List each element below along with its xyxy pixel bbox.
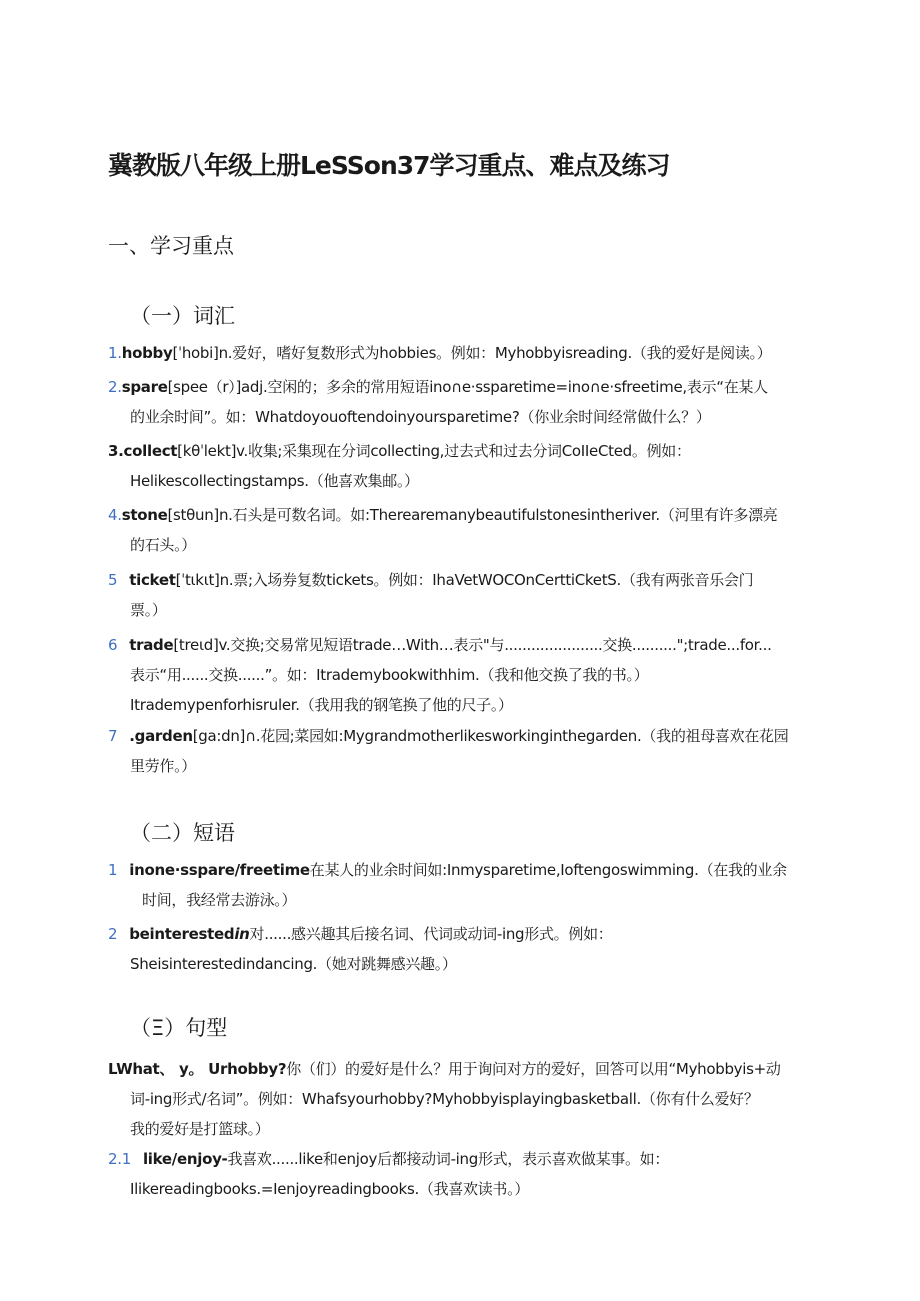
entry-text-cont: 时间，我经常去游泳。） [142,891,297,909]
entry-text-cont: 的石头。） [130,536,197,554]
entry-number: L [108,1060,117,1078]
entry-text-cont: 里劳作。） [130,757,197,775]
entry-word-italic: in [234,925,250,943]
entry-number: 2. [108,378,122,396]
entry-text: 我喜欢......like和enjoy后都接动词-ing形式，表示喜欢做某事。如： [227,1150,670,1168]
entry-text-cont: 票。） [130,601,167,619]
entry-text-cont: Sheisinterestedindancing.（她对跳舞感兴趣。） [130,955,457,973]
vocab-entry-stone [108,500,824,560]
entry-word: beinterested [129,925,235,943]
vocab-entry-ticket [108,565,824,625]
entry-number: 5 [108,571,118,589]
entry-number: 3. [108,442,124,460]
vocab-entry-garden [108,721,824,781]
subsection-heading-phrases: （二）短语 [130,821,235,845]
phrase-entry-spare-time [108,855,824,915]
subsection-heading-sentences: （Ξ）句型 [130,1016,228,1040]
document-title: 冀教版八年级上册LeSSon37学习重点、难点及练习 [108,151,670,180]
entry-number: 1. [108,344,122,362]
entry-number: 7 [108,727,118,745]
sentence-entry-hobby [108,1054,824,1144]
entry-text: [kθˈlekt]v.收集;采集现在分词collecting,过去式和过去分词CoIIeCted。例如： [177,442,691,460]
phrase-entry-interested [108,919,824,979]
entry-text-cont: 表示“用......交换......”。如：Itrademybookwithhim.（我和他交换了我的书。） [130,666,649,684]
entry-word: inone·sspare/freetime [129,861,310,879]
vocab-entry-hobby [108,338,824,368]
entry-text: 对......感兴趣其后接名词、代词或动词-ing形式。例如： [249,925,613,943]
entry-text-cont: 我的爱好是打篮球。） [130,1120,270,1138]
entry-number: 1 [108,861,118,879]
section-heading-key-points: 一、学习重点 [108,234,234,258]
entry-word: hobby [121,344,173,362]
entry-text: [ˈhobi]n.爱好，嗜好复数形式为hobbies。例如：Myhobbyisreading.（我的爱好是阅读。） [172,344,772,362]
entry-word: ticket [129,571,176,589]
entry-number: 4. [108,506,122,524]
entry-text: [spee（r）]adj.空闲的；多余的常用短语ino∩e·ssparetime=ino∩e·sfreetime,表示“在某人 [167,378,768,396]
entry-text: 在某人的业余时间如:Inmysparetime,Ioftengoswimming.（在我的业余 [309,861,787,879]
entry-word: stone [121,506,168,524]
entry-word: like/enjoy- [142,1150,228,1168]
entry-text-cont: Ilikereadingbooks.=Ienjoyreadingbooks.（我喜欢读书。） [130,1180,530,1198]
entry-number: 6 [108,636,118,654]
entry-word: What、 y。 Urhobby? [116,1060,287,1078]
subsection-heading-vocab: （一）词汇 [130,304,235,328]
entry-number: 2.1 [108,1150,131,1168]
entry-number: 2 [108,925,118,943]
entry-word: .garden [129,727,193,745]
entry-text: [ga:dn]∩.花园;菜园如:Mygrandmotherlikesworkinginthegarden.（我的祖母喜欢在花园 [192,727,789,745]
entry-word: spare [121,378,168,396]
entry-text: [treιd]v.交换;交易常见短语trade…With…表示"与......................交换..........";trade...for... [173,636,772,654]
entry-text: [stθun]n.石头是可数名词。如:Therearemanybeautifulstonesintheriver.（河里有许多漂亮 [167,506,778,524]
sentence-entry-like-enjoy [108,1144,824,1204]
vocab-entry-collect [108,436,824,496]
entry-text: [ˈtιkιt]n.票;入场券复数tickets。例如：IhaVetWOCOnCerttiCketS.（我有两张音乐会门 [175,571,754,589]
entry-word: collect [123,442,178,460]
entry-text: 你（们）的爱好是什么？用于询问对方的爱好，回答可以用“Myhobbyis+动 [286,1060,781,1078]
entry-text-cont: Itrademypenforhisruler.（我用我的钢笔换了他的尺子。） [130,696,513,714]
vocab-entry-spare [108,372,824,432]
entry-text-cont: 的业余时间”。如：Whatdoyouoftendoinyoursparetime?（你业余时间经常做什么？） [130,408,711,426]
entry-text-cont: Helikescollectingstamps.（他喜欢集邮。） [130,472,419,490]
entry-word: trade [129,636,174,654]
entry-text-cont: 词-ing形式/名词”。例如：Whafsyourhobby?Myhobbyisplayingbasketball.（你有什么爱好？ [130,1090,759,1108]
vocab-entry-trade [108,630,824,720]
